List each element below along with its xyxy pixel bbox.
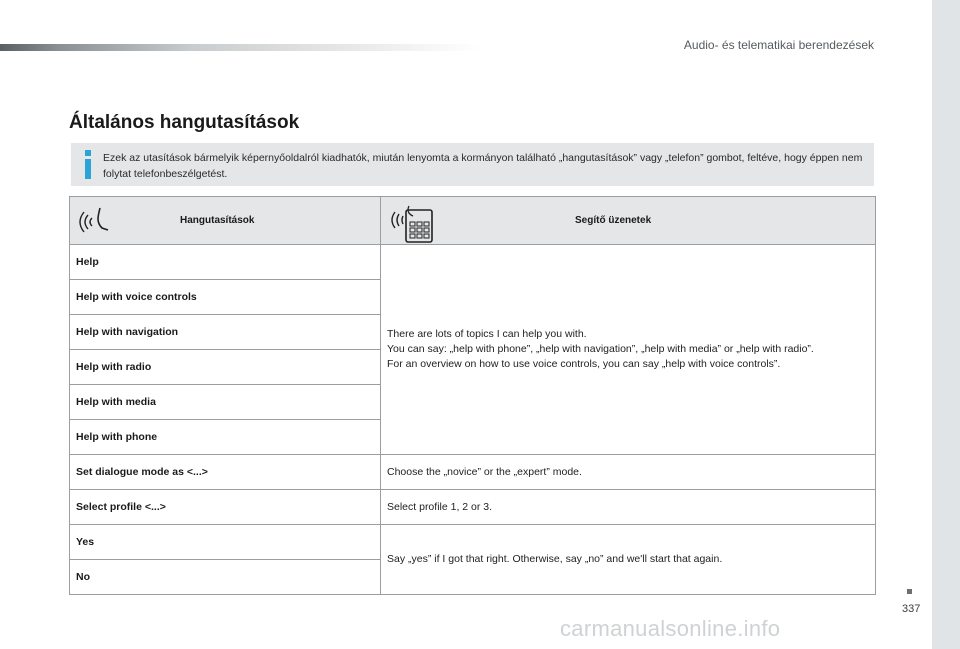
command-yes: Yes bbox=[70, 525, 381, 560]
table-row bbox=[70, 525, 876, 560]
dialogue-message: Choose the „novice” or the „expert” mode. bbox=[381, 455, 876, 490]
command-no: No bbox=[70, 560, 381, 595]
help-message bbox=[381, 245, 876, 455]
voice-command-icon bbox=[78, 202, 118, 238]
page-title: Általános hangutasítások bbox=[69, 112, 300, 133]
table-row bbox=[70, 455, 876, 490]
command-select-profile: Select profile <...> bbox=[70, 490, 381, 525]
side-tab bbox=[932, 0, 960, 649]
info-icon bbox=[84, 148, 92, 180]
table-row bbox=[70, 490, 876, 525]
watermark: carmanualsonline.info bbox=[560, 616, 781, 641]
command-help-radio: Help with radio bbox=[70, 350, 381, 385]
column-header-commands-label: Hangutasítások bbox=[180, 215, 255, 226]
command-help-media: Help with media bbox=[70, 385, 381, 420]
profile-message: Select profile 1, 2 or 3. bbox=[381, 490, 876, 525]
section-title: Audio- és telematikai berendezések bbox=[683, 38, 874, 52]
page-number: 337 bbox=[902, 603, 921, 615]
help-message-line: There are lots of topics I can help you with. bbox=[387, 328, 587, 340]
help-message-line: You can say: „help with phone”, „help with navigation”, „help with media” or „help with radio”. bbox=[387, 343, 814, 355]
command-help: Help bbox=[70, 245, 381, 280]
table-header-row bbox=[70, 197, 876, 245]
command-dialogue-mode: Set dialogue mode as <...> bbox=[70, 455, 381, 490]
help-message-line: For an overview on how to use voice controls, you can say „help with voice controls”. bbox=[387, 358, 781, 370]
column-header-messages bbox=[381, 197, 876, 245]
command-help-navigation: Help with navigation bbox=[70, 315, 381, 350]
yesno-message: Say „yes” if I got that right. Otherwise, say „no” and we'll start that again. bbox=[381, 525, 876, 595]
info-box bbox=[71, 143, 874, 186]
column-header-commands bbox=[70, 197, 381, 245]
command-help-voice: Help with voice controls bbox=[70, 280, 381, 315]
page-marker bbox=[907, 589, 912, 594]
voice-commands-table bbox=[69, 196, 876, 595]
table-row bbox=[70, 245, 876, 280]
voice-phone-keypad-icon bbox=[389, 202, 437, 244]
command-help-phone: Help with phone bbox=[70, 420, 381, 455]
info-text: Ezek az utasítások bármelyik képernyőoldalról kiadhatók, miután lenyomta a kormányon található „hangutasítások” vagy „telefon” gombot, feltéve, hogy éppen nem folytat telefonbeszélgetést. bbox=[103, 152, 863, 180]
header-gradient-bar bbox=[0, 44, 480, 51]
column-header-messages-label: Segítő üzenetek bbox=[575, 215, 652, 226]
